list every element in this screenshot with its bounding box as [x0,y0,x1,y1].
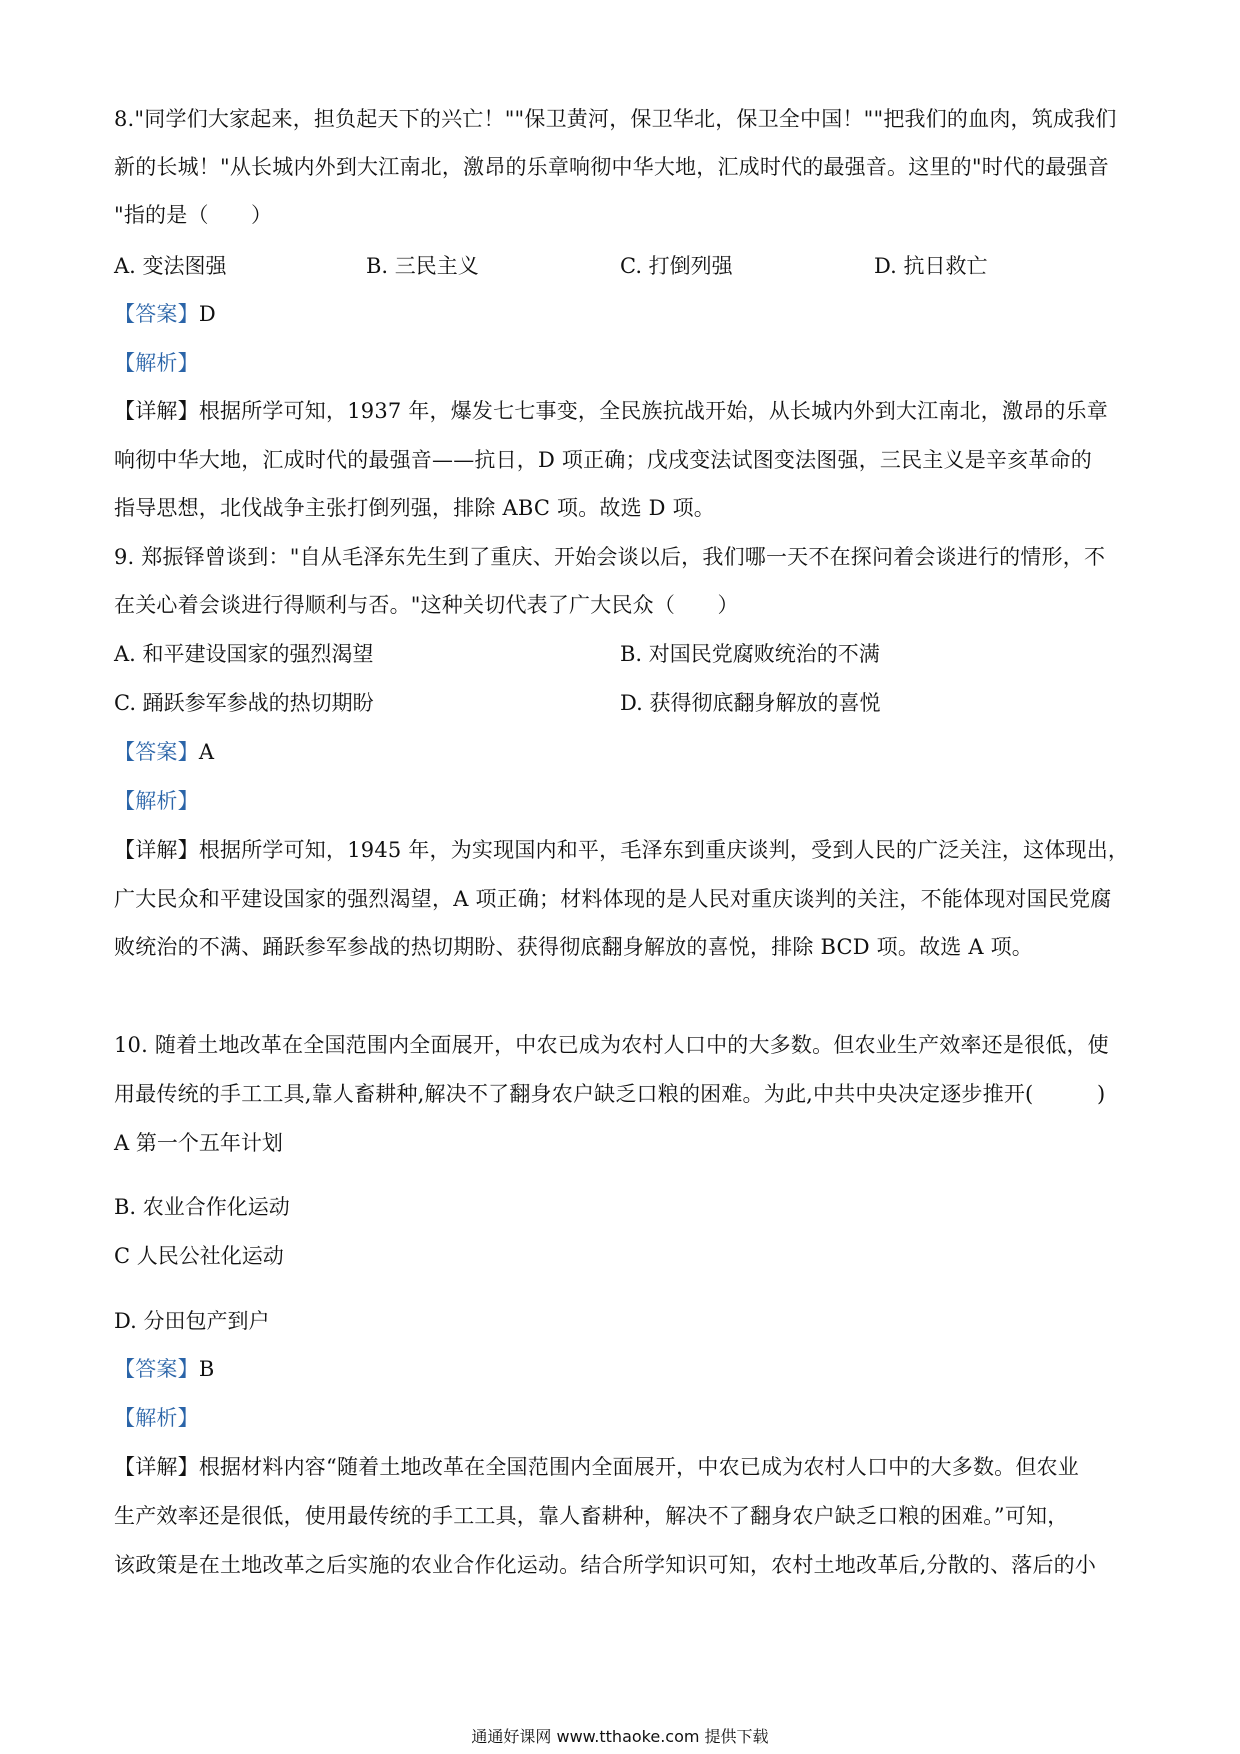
q8-stem-line-1: 8."同学们大家起来，担负起天下的兴亡！""保卫黄河，保卫华北，保卫全中国！""把我们的血肉，筑成我们 [114,107,1117,131]
q10-detail-line-3: 该政策是在土地改革之后实施的农业合作化运动。结合所学知识可知，农村土地改革后,分散的、落后的小 [114,1553,1097,1577]
q10-option-c: C 人民公社化运动 [114,1244,284,1268]
q8-option-d: D. 抗日救亡 [874,254,988,278]
q8-answer [114,299,1134,329]
q9-stem-line-1: 9. 郑振铎曾谈到："自从毛泽东先生到了重庆、开始会谈以后，我们哪一天不在探问着会谈进行的情形，不 [114,545,1106,569]
q9-option-c: C. 踊跃参军参战的热切期盼 [114,691,374,715]
page-footer: 通通好课网 www.tthaoke.com 提供下载 [471,1727,769,1746]
q9-option-d: D. 获得彻底翻身解放的喜悦 [620,691,881,715]
q8-analysis-tag: 【解析】 [114,351,199,375]
q9-analysis-tag: 【解析】 [114,789,199,813]
q10-detail-line-2: 生产效率还是很低，使用最传统的手工工具，靠人畜耕种，解决不了翻身农户缺乏口粮的困难。”可知， [114,1504,1069,1528]
q8-stem-line-3: "指的是（ ） [114,203,273,227]
q10-answer-tag: 【答案】 [114,1357,199,1381]
q9-option-b: B. 对国民党腐败统治的不满 [620,642,880,666]
q8-option-a: A. 变法图强 [114,254,227,278]
q10-detail-text-1: 根据材料内容“随着土地改革在全国范围内全面展开，中农已成为农村人口中的大多数。但农业 [198,1455,1079,1479]
q9-detail-line-2: 广大民众和平建设国家的强烈渴望，A 项正确；材料体现的是人民对重庆谈判的关注，不能体现对国民党腐 [114,887,1112,911]
q9-detail-line-1 [114,835,1134,865]
q9-answer-value: A [198,740,215,764]
q10-option-b: B. 农业合作化运动 [114,1195,290,1219]
q8-detail-text-1: 根据所学可知，1937 年，爆发七七事变，全民族抗战开始，从长城内外到大江南北，激昂的乐章 [198,399,1108,423]
q8-detail-line-1 [114,396,1134,426]
q9-answer [114,737,1134,767]
q10-detail-tag: 【详解】 [114,1455,199,1479]
q9-answer-tag: 【答案】 [114,740,199,764]
q8-detail-tag: 【详解】 [114,399,199,423]
q9-option-a: A. 和平建设国家的强烈渴望 [114,642,374,666]
q8-stem-line-2: 新的长城！"从长城内外到大江南北，激昂的乐章响彻中华大地，汇成时代的最强音。这里的"时代的最强音 [114,155,1109,179]
q8-option-c: C. 打倒列强 [620,254,733,278]
q8-option-b: B. 三民主义 [366,254,479,278]
q10-option-d: D. 分田包产到户 [114,1309,270,1333]
q10-option-a: A 第一个五年计划 [114,1131,283,1155]
q10-answer-value: B [198,1357,215,1381]
q9-detail-text-1: 根据所学可知，1945 年，为实现国内和平，毛泽东到重庆谈判，受到人民的广泛关注，这体现出， [198,838,1130,862]
q10-analysis-tag: 【解析】 [114,1406,199,1430]
q9-detail-line-3: 败统治的不满、踊跃参军参战的热切期盼、获得彻底翻身解放的喜悦，排除 BCD 项。故选 A 项。 [114,935,1033,959]
q10-answer [114,1354,1134,1384]
q8-answer-tag: 【答案】 [114,302,199,326]
q9-detail-tag: 【详解】 [114,838,199,862]
q8-detail-line-3: 指导思想，北伐战争主张打倒列强，排除 ABC 项。故选 D 项。 [114,496,715,520]
q10-stem-line-2: 用最传统的手工工具,靠人畜耕种,解决不了翻身农户缺乏口粮的困难。为此,中共中央决定逐步推开( ) [114,1082,1106,1106]
q10-detail-line-1 [114,1452,1134,1482]
q8-detail-line-2: 响彻中华大地，汇成时代的最强音——抗日，D 项正确；戊戌变法试图变法图强，三民主义是辛亥革命的 [114,448,1092,472]
q10-stem-line-1: 10. 随着土地改革在全国范围内全面展开，中农已成为农村人口中的大多数。但农业生产效率还是很低，使 [114,1033,1109,1057]
q8-answer-value: D [198,302,216,326]
q9-stem-line-2: 在关心着会谈进行得顺利与否。"这种关切代表了广大民众（ ） [114,593,739,617]
